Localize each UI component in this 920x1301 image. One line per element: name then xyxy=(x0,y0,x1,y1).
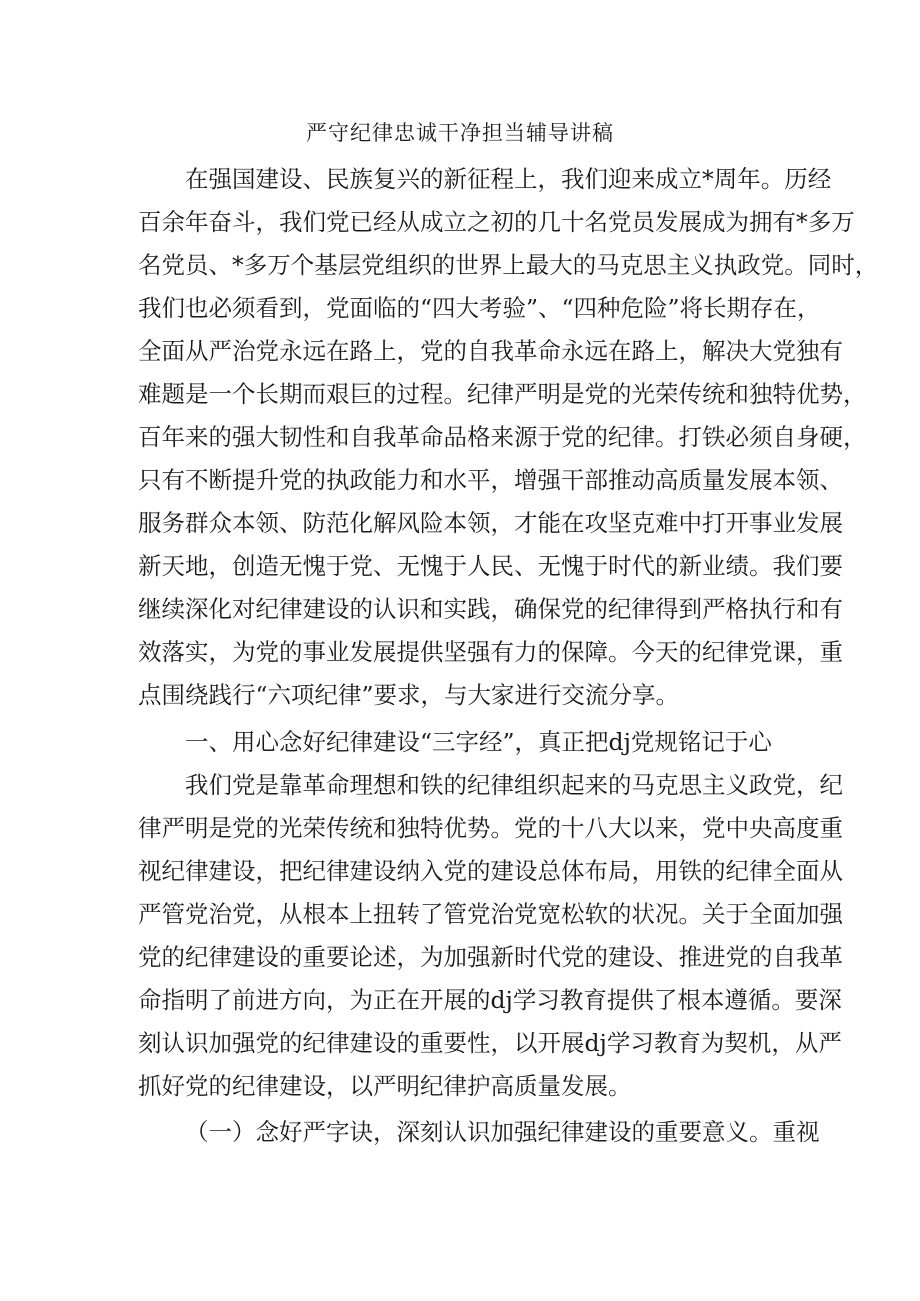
paragraph-line: 只有不断提升党的执政能力和水平，增强干部推动高质量发展本领、 xyxy=(138,466,843,494)
paragraph-line: 视纪律建设，把纪律建设纳入党的建设总体布局，用铁的纪律全面从 xyxy=(138,857,843,885)
paragraph-line: 严管党治党，从根本上扭转了管党治党宽松软的状况。关于全面加强 xyxy=(138,900,843,928)
paragraph-line: 命指明了前进方向，为正在开展的dj学习教育提供了根本遵循。要深 xyxy=(138,986,842,1014)
paragraph-line: 新天地，创造无愧于党、无愧于人民、无愧于时代的新业绩。我们要 xyxy=(138,552,843,580)
paragraph-line: 点围绕践行“六项纪律”要求，与大家进行交流分享。 xyxy=(138,681,680,709)
paragraph-line: 律严明是党的光荣传统和独特优势。党的十八大以来，党中央高度重 xyxy=(138,814,843,842)
paragraph-line: 我们也必须看到，党面临的“四大考验”、“四种危险”将长期存在， xyxy=(138,294,821,322)
paragraph-line: 效落实，为党的事业发展提供坚强有力的保障。今天的纪律党课，重 xyxy=(138,638,843,666)
paragraph-line: 难题是一个长期而艰巨的过程。纪律严明是党的光荣传统和独特优势， xyxy=(138,380,867,408)
paragraph-line: 在强国建设、民族复兴的新征程上，我们迎来成立*周年。历经 xyxy=(185,165,832,193)
paragraph-line: 全面从严治党永远在路上，党的自我革命永远在路上，解决大党独有 xyxy=(138,337,843,365)
paragraph-line: 刻认识加强党的纪律建设的重要性，以开展dj学习教育为契机，从严 xyxy=(138,1029,842,1057)
document-title: 严守纪律忠诚干净担当辅导讲稿 xyxy=(306,121,614,145)
paragraph-line: 百余年奋斗，我们党已经从成立之初的几十名党员发展成为拥有*多万 xyxy=(138,208,855,236)
section-heading: 一、用心念好纪律建设“三字经”，真正把dj党规铭记于心 xyxy=(185,728,772,756)
subsection-heading: （一）念好严字诀，深刻认识加强纪律建设的重要意义。重视 xyxy=(185,1118,820,1146)
paragraph-line: 党的纪律建设的重要论述，为加强新时代党的建设、推进党的自我革 xyxy=(138,943,843,971)
paragraph-line: 我们党是靠革命理想和铁的纪律组织起来的马克思主义政党，纪 xyxy=(185,771,843,799)
paragraph-line: 抓好党的纪律建设，以严明纪律护高质量发展。 xyxy=(138,1072,632,1100)
paragraph-line: 继续深化对纪律建设的认识和实践，确保党的纪律得到严格执行和有 xyxy=(138,595,843,623)
paragraph-line: 名党员、*多万个基层党组织的世界上最大的马克思主义执政党。同时， xyxy=(138,251,879,279)
paragraph-line: 百年来的强大韧性和自我革命品格来源于党的纪律。打铁必须自身硬， xyxy=(138,423,867,451)
paragraph-line: 服务群众本领、防范化解风险本领，才能在攻坚克难中打开事业发展 xyxy=(138,509,843,537)
